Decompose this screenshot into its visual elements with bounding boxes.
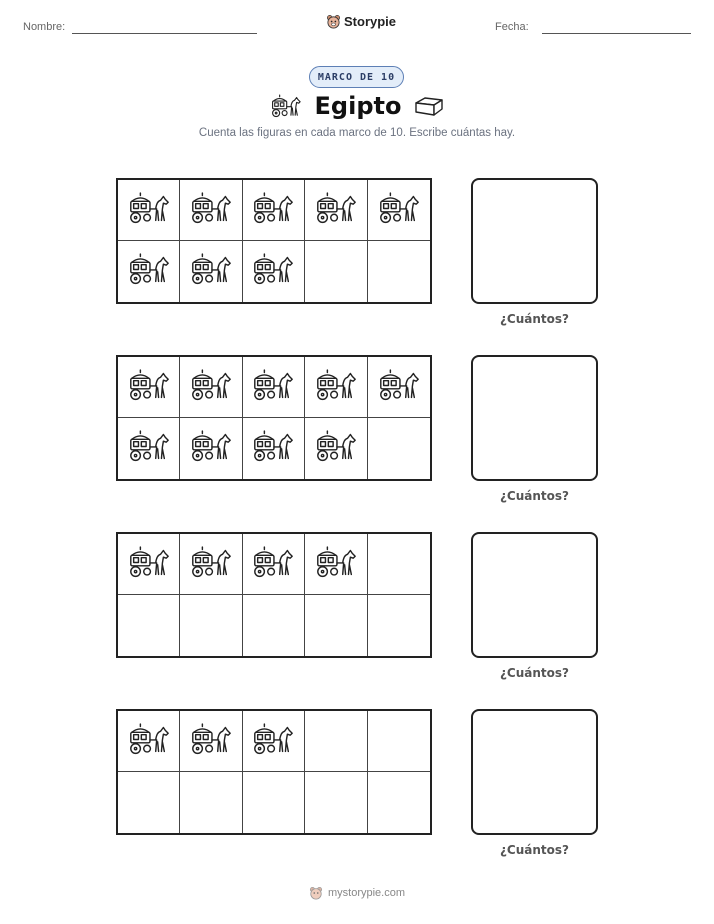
carriage-icon [126,368,172,407]
carriage-icon [250,368,296,407]
ten-frame-cell [118,595,180,656]
carriage-icon [250,191,296,230]
date-label: Fecha: [495,21,529,33]
ten-frame-cell [243,534,305,595]
carriage-icon [188,722,234,761]
ten-frame-cell [118,357,180,418]
carriage-icon [250,545,296,584]
brand-name: Storypie [344,14,397,29]
ten-frame-4 [116,709,432,835]
carriage-icon [188,191,234,230]
ten-frame-cell [368,418,430,479]
ten-frame-cell [243,180,305,241]
ten-frame-cell [118,418,180,479]
carriage-icon [126,722,172,761]
ten-frame-cell [180,241,242,302]
ten-frame-cell [243,418,305,479]
ten-frame-cell [305,418,367,479]
ten-frame-cell [305,772,367,833]
carriage-icon [250,722,296,761]
bear-mascot-icon [326,14,341,29]
ten-frame-cell [305,241,367,302]
carriage-icon [126,545,172,584]
date-field-line[interactable] [542,33,691,34]
ten-frame-3 [116,532,432,658]
ten-frame-cell [243,595,305,656]
ten-frame-cell [368,595,430,656]
ten-frame-cell [368,180,430,241]
ten-frame-cell [305,534,367,595]
ten-frame-cell [118,534,180,595]
worksheet-type-badge: MARCO DE 10 [309,66,404,88]
carriage-icon [250,429,296,468]
ten-frame-cell [180,534,242,595]
answer-box-2[interactable] [471,355,598,481]
how-many-label-2: ¿Cuántos? [499,489,570,503]
carriage-icon [313,368,359,407]
carriage-icon [376,368,422,407]
ten-frame-cell [305,595,367,656]
bear-mascot-icon [309,886,323,900]
ten-frame-cell [118,241,180,302]
carriage-icon [250,252,296,291]
carriage-icon [376,191,422,230]
carriage-icon [188,429,234,468]
brand-logo [326,14,396,29]
ten-frame-cell [243,711,305,772]
worksheet-title-row [257,92,457,120]
ten-frame-cell [243,241,305,302]
ten-frame-cell [180,595,242,656]
how-many-label-3: ¿Cuántos? [499,666,570,680]
ten-frame-cell [180,180,242,241]
carriage-icon [188,368,234,407]
carriage-icon [126,429,172,468]
footer-site: mystorypie.com [327,887,406,899]
ten-frame-cell [180,357,242,418]
carriage-icon [126,191,172,230]
ten-frame-cell [180,711,242,772]
carriage-icon [313,545,359,584]
name-label: Nombre: [23,21,66,33]
name-field-line[interactable] [72,33,257,34]
ten-frame-cell [368,772,430,833]
answer-box-1[interactable] [471,178,598,304]
footer [0,886,714,900]
ten-frame-cell [243,772,305,833]
ten-frame-cell [118,180,180,241]
answer-box-3[interactable] [471,532,598,658]
how-many-label-1: ¿Cuántos? [499,312,570,326]
carriage-icon [313,191,359,230]
ten-frame-cell [118,772,180,833]
ten-frame-cell [368,357,430,418]
instructions-text: Cuenta las figuras en cada marco de 10. Escribe cuántas hay. [198,127,516,139]
ten-frame-cell [305,180,367,241]
ten-frame-1 [116,178,432,304]
ten-frame-cell [118,711,180,772]
carriage-icon [188,252,234,291]
carriage-icon [188,545,234,584]
ten-frame-cell [305,357,367,418]
ten-frame-cell [368,534,430,595]
ten-frame-cell [180,772,242,833]
carriage-icon [269,94,303,118]
ten-frame-cell [243,357,305,418]
worksheet-title: Egipto [314,92,402,120]
ten-frame-cell [368,711,430,772]
ten-frame-cell [180,418,242,479]
ten-frame-2 [116,355,432,481]
ten-frame-cell [305,711,367,772]
answer-box-4[interactable] [471,709,598,835]
stone-block-icon [413,94,445,118]
carriage-icon [313,429,359,468]
carriage-icon [126,252,172,291]
ten-frame-cell [368,241,430,302]
how-many-label-4: ¿Cuántos? [499,843,570,857]
